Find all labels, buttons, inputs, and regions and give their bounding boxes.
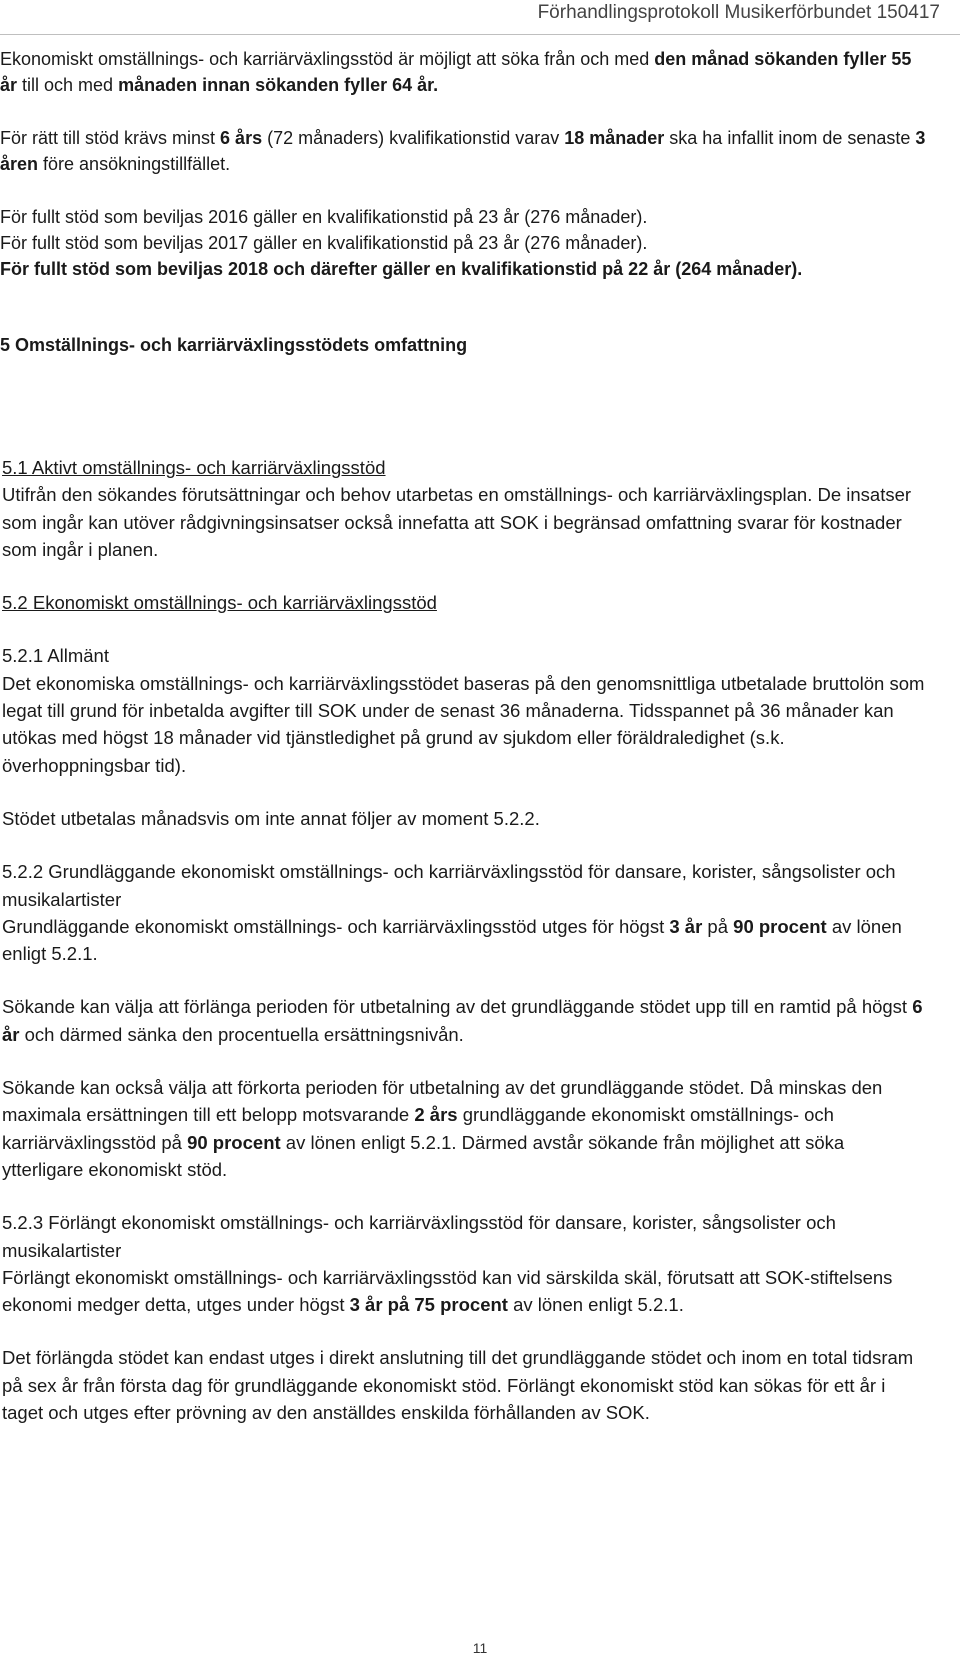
text: Förlängt ekonomiskt omställnings- och karriärväxlingsstöd kan vid särskilda skäl, förutsatt att SOK-stiftelsens ekonomi medger detta, utges under högst [2, 1266, 893, 1316]
bold-text: 6 års [220, 128, 263, 148]
qualification-2017: För fullt stöd som beviljas 2017 gäller en kvalifikationstid på 23 år (276 månader). [0, 233, 648, 253]
text: Ekonomiskt omställnings- och karriärväxlingsstöd är möjligt att söka från och med [0, 49, 655, 69]
section-5-2-3-title: 5.2.3 Förlängt ekonomiskt omställnings- och karriärväxlingsstöd för dansare, korister, sångsolister och musikalartister [2, 1212, 836, 1261]
bold-text: månaden innan sökanden fyller 64 år. [118, 75, 439, 95]
text: ska ha infallit inom de senaste [664, 128, 916, 148]
text: För rätt till stöd krävs minst [0, 128, 221, 148]
section-5-2-2-p2 [2, 993, 927, 1048]
section-5-body [2, 454, 927, 1426]
header-rule [0, 34, 960, 35]
section-5-2-3-p1 [2, 1264, 927, 1319]
section-5-2-2-title: 5.2.2 Grundläggande ekonomiskt omställnings- och karriärväxlingsstöd för dansare, korister, sångsolister och musikalartister [2, 861, 896, 910]
text: på [702, 915, 734, 937]
bold-text: 3 år på 75 procent [349, 1294, 508, 1316]
bold-text: den månad sökanden fyller 55 år [0, 49, 912, 95]
section-5-2-1-text2: Stödet utbetalas månadsvis om inte annat följer av moment 5.2.2. [2, 807, 540, 829]
text: Sökande kan välja att förlänga perioden för utbetalning av det grundläggande stödet upp till en ramtid på högst [2, 996, 913, 1018]
section-5-2-2-p3 [2, 1074, 927, 1183]
section-5-2-2-p1 [2, 913, 927, 968]
text: till och med [17, 75, 119, 95]
section-5-2-title: 5.2 Ekonomiskt omställnings- och karriärväxlingsstöd [2, 592, 437, 614]
section-5-2-1-title: 5.2.1 Allmänt [2, 645, 109, 667]
page-number: 11 [472, 1640, 488, 1656]
text: Grundläggande ekonomiskt omställnings- och karriärväxlingsstöd utges för högst [2, 915, 670, 937]
eligibility-paragraph [0, 46, 930, 98]
text: Sökande kan också välja att förkorta perioden för utbetalning av det grundläggande stödet. Då minskas den maximala ersättningen till ett belopp motsvarande [2, 1077, 883, 1126]
qualification-paragraph [0, 125, 930, 177]
text: (72 månaders) kvalifikationstid varav [262, 128, 565, 148]
bold-text: 90 procent [187, 1131, 281, 1153]
document-header: Förhandlingsprotokoll Musikerförbundet 150417 [537, 2, 940, 23]
bold-text: 3 år [669, 915, 703, 937]
bold-text: 2 års [414, 1104, 458, 1126]
section-5-heading: 5 Omställnings- och karriärväxlingsstödets omfattning [0, 335, 468, 355]
text: före ansökningstillfället. [38, 154, 231, 174]
text: grundläggande ekonomiskt omställnings- och karriärväxlingsstöd på [2, 1104, 834, 1153]
section-5-1-text: Utifrån den sökandes förutsättningar och behov utarbetas en omställnings- och karriärväxlingsplan. De insatser som ingår kan utöver rådgivningsinsatser också innefatta att SOK i begränsad omfattning svarar för kostnader som ingår i planen. [2, 484, 912, 560]
bold-text: 18 månader [564, 128, 665, 148]
text: av lönen enligt 5.2.1. [507, 1294, 684, 1316]
text: av lönen enligt 5.2.1. Därmed avstår sökande från möjlighet att söka ytterligare ekonomiskt stöd. [2, 1131, 845, 1180]
section-5-2-3-p2: Det förlängda stödet kan endast utges i direkt anslutning till det grundläggande stödet och inom en total tidsram på sex år från första dag för grundläggande ekonomiskt stöd. Förlängt ekonomiskt stöd kan sökas för ett år i taget och utges efter prövning av den anställdes enskilda förhållanden av SOK. [2, 1347, 914, 1424]
section-5-1-title: 5.1 Aktivt omställnings- och karriärväxlingsstöd [2, 457, 386, 478]
text: av lönen enligt 5.2.1. [2, 915, 902, 965]
intro-block [0, 46, 930, 358]
bold-text: 90 procent [733, 915, 827, 937]
text: och därmed sänka den procentuella ersättningsnivån. [19, 1023, 464, 1045]
qualification-2016: För fullt stöd som beviljas 2016 gäller en kvalifikationstid på 23 år (276 månader). [0, 207, 648, 227]
qualification-2018: För fullt stöd som beviljas 2018 och därefter gäller en kvalifikationstid på 22 år (264 månader). [0, 259, 803, 279]
section-5-2-1-text: Det ekonomiska omställnings- och karriärväxlingsstödet baseras på den genomsnittliga utbetalade bruttolön som legat till grund för inbetalda avgifter till SOK under de senast 36 månaderna. Tidsspannet på 36 månader kan utökas med högst 18 månader vid tjänstledighet på grund av sjukdom eller föräldraledighet (s.k. överhoppningsbar tid). [2, 672, 925, 776]
bold-text: 3 åren [0, 128, 926, 174]
bold-text: 6 år [2, 996, 923, 1045]
